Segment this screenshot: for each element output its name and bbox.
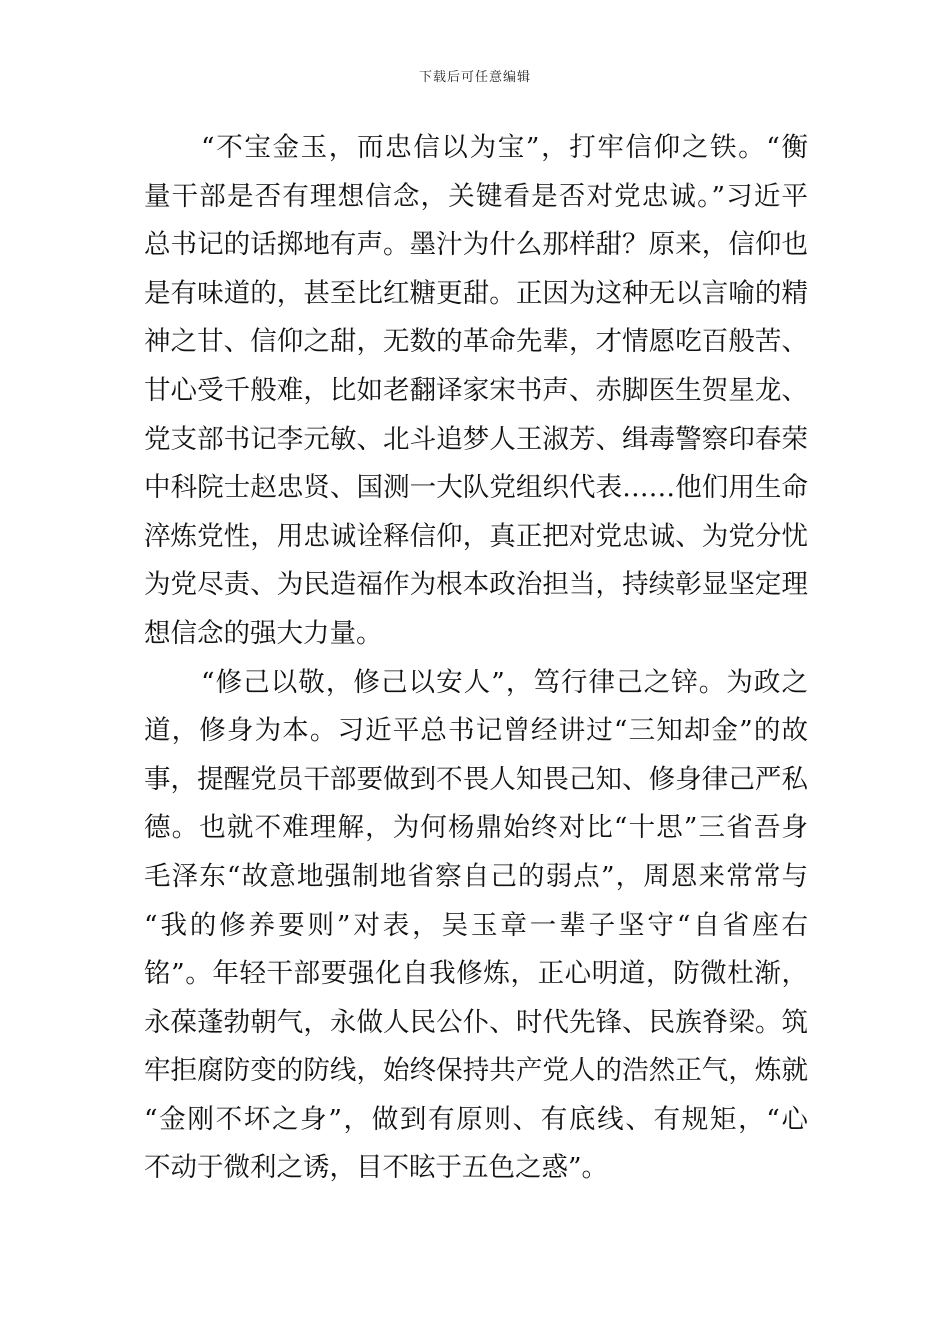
text-line: 铭”。年轻干部要强化自我修炼，正心明道，防微杜渐， (144, 958, 808, 990)
text-line: “修己以敬，修己以安人”，笃行律己之锌。为政之 (201, 666, 808, 698)
text-line: 牢拒腐防变的防线，始终保持共产党人的浩然正气，炼就 (144, 1055, 808, 1087)
text-line: 不动于微利之诱，目不眩于五色之惑”。 (144, 1152, 609, 1184)
text-line: “不宝金玉，而忠信以为宝”，打牢信仰之铁。“衡 (201, 132, 808, 163)
text-line: 甘心受千般难，比如老翻译家宋书声、赤脚医生贺星龙、 (144, 374, 808, 406)
page-header: 下载后可任意编辑 (418, 70, 531, 85)
text-line: 量干部是否有理想信念，关键看是否对党忠诚。”习近平 (144, 180, 808, 212)
text-line: 是有味道的，甚至比红糖更甜。正因为这种无以言喻的精 (144, 277, 808, 309)
paragraph-1 (144, 124, 808, 659)
text-line: 淬炼党性，用忠诚诠释信仰，真正把对党忠诚、为党分忧 (144, 520, 808, 552)
document-body (144, 124, 808, 1193)
text-line: 中科院士赵忠贤、国测一大队党组织代表……他们用生命 (144, 472, 808, 504)
text-line: 总书记的话掷地有声。墨汁为什么那样甜？原来，信仰也 (144, 229, 808, 261)
text-line: 神之甘、信仰之甜，无数的革命先辈，才情愿吃百般苦、 (144, 326, 808, 358)
text-line: 永葆蓬勃朝气，永做人民公仆、时代先锋、民族脊梁。筑 (144, 1006, 808, 1038)
paragraph-2 (144, 659, 808, 1194)
text-line: 德。也就不难理解，为何杨鼎始终对比“十思”三省吾身 (144, 812, 808, 844)
text-line: 毛泽东“故意地强制地省察自己的弱点”，周恩来常常与 (144, 860, 808, 892)
text-line: “我的修养要则”对表，吴玉章一辈子坚守“自省座右 (144, 909, 808, 941)
text-line: 为党尽责、为民造福作为根本政治担当，持续彰显坚定理 (144, 569, 808, 601)
text-line: 事，提醒党员干部要做到不畏人知畏己知、修身律己严私 (144, 763, 808, 795)
text-line: “金刚不坏之身”，做到有原则、有底线、有规矩，“心 (144, 1103, 808, 1135)
text-line: 想信念的强大力量。 (144, 617, 383, 649)
text-line: 道，修身为本。习近平总书记曾经讲过“三知却金”的故 (144, 715, 808, 747)
text-line: 党支部书记李元敏、北斗追梦人王淑芳、缉毒警察印春荣 (144, 423, 808, 455)
